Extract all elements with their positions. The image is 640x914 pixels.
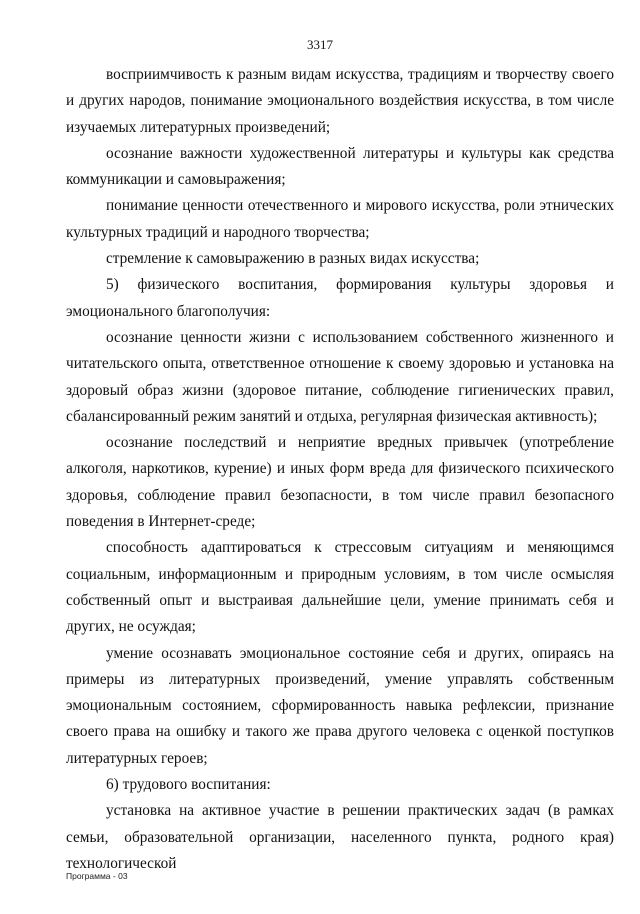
paragraph-stress-adaptation: способность адаптироваться к стрессовым ситуациям и меняющимся социальным, информационным и природным условиям, в том числе осмысляя собственный опыт и выстраивая дальнейшие цели, умение принимать себя и других, не осуждая;: [66, 539, 614, 636]
paragraph-art-perception: восприимчивость к разным видам искусства, традициям и творчеству своего и других народов, понимание эмоционального воздействия искусства, в том числе изучаемых литературных произведений;: [66, 66, 614, 136]
paragraph-emotional-awareness: умение осознавать эмоциональное состояние себя и других, опираясь на примеры из литературных произведений, умение управлять собственным эмоциональным состоянием, сформированность навыка рефлексии, признание своего права на ошибку и такого же права другого человека с оценкой поступков литературных героев;: [66, 644, 614, 767]
paragraph-life-value: осознание ценности жизни с использованием собственного жизненного и читательского опыта, ответственное отношение к своему здоровью и установка на здоровый образ жизни (здоровое питание, соблюдение гигиенических правил, сбалансированный режим занятий и отдыха, регулярная физическая активность);: [66, 328, 614, 425]
document-body: [66, 62, 614, 877]
paragraph-practical-tasks: установка на активное участие в решении практических задач (в рамках семьи, образовательной организации, населенного пункта, родного края) технологической: [66, 802, 614, 872]
footer-label: Программа - 03: [66, 871, 128, 881]
page-number: 3317: [307, 37, 333, 52]
paragraph-art-value: понимание ценности отечественного и мирового искусства, роли этнических культурных традиций и народного творчества;: [66, 197, 614, 241]
section-heading-physical-education: 5) физического воспитания, формирования культуры здоровья и эмоционального благополучия:: [66, 276, 614, 320]
paragraph-literature-importance: осознание важности художественной литературы и культуры как средства коммуникации и самовыражения;: [66, 144, 614, 189]
paragraph-self-expression: стремление к самовыражению в разных видах искусства;: [106, 250, 480, 268]
section-heading-labor-education: 6) трудового воспитания:: [106, 776, 271, 794]
paragraph-bad-habits: осознание последствий и неприятие вредных привычек (употребление алкоголя, наркотиков, курение) и иных форм вреда для физического психического здоровья, соблюдение правил безопасности, в том числе правил безопасного поведения в Интернет-среде;: [66, 434, 614, 531]
